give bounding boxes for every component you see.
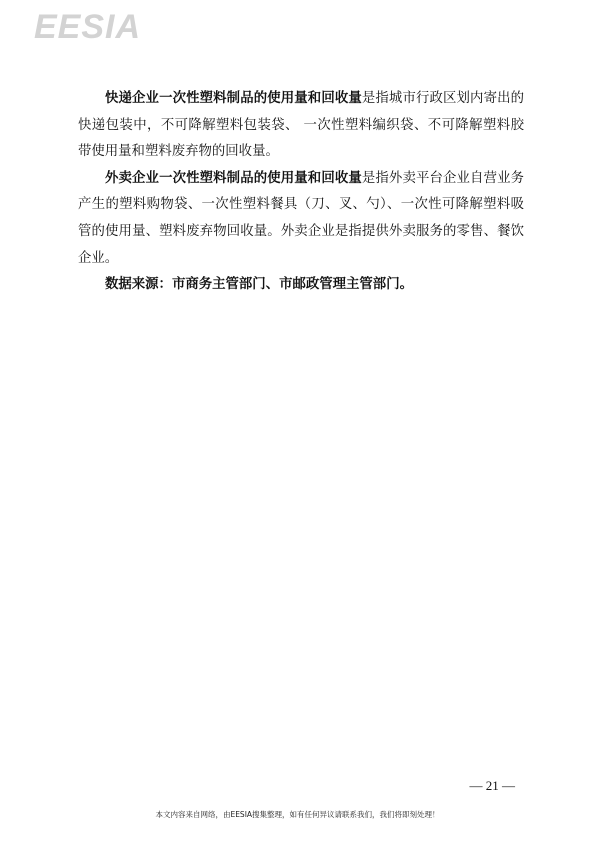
document-body	[78, 86, 524, 299]
paragraph-food-delivery	[78, 166, 524, 272]
footer-disclaimer: 本文内容来自网络，由EESIA搜集整理，如有任何异议请联系我们，我们将即刻处理！	[155, 810, 440, 819]
page-number	[0, 778, 595, 794]
definition-express-delivery: 是指城市行政区划内寄出的快递包装中，不可降解塑料包装袋、 一次性塑料编织袋、不可降解塑料胶带使用量和塑料废弃物的回收量。	[78, 91, 525, 160]
page-number-label: — 21 —	[469, 778, 515, 793]
definition-food-delivery: 是指外卖平台企业自营业务产生的塑料购物袋、一次性塑料餐具（刀、叉、勺）、一次性可降解塑料吸管的使用量、塑料废弃物回收量。外卖企业是指提供外卖服务的零售、餐饮企业。	[78, 170, 525, 266]
term-food-delivery: 外卖企业一次性塑料制品的使用量和回收量	[105, 170, 362, 186]
data-source-note: 数据来源：市商务主管部门、市邮政管理主管部门。	[105, 277, 413, 293]
paragraph-express-delivery	[78, 86, 524, 166]
term-express-delivery: 快递企业一次性塑料制品的使用量和回收量	[105, 91, 362, 106]
eesia-logo: EESIA	[34, 8, 142, 46]
